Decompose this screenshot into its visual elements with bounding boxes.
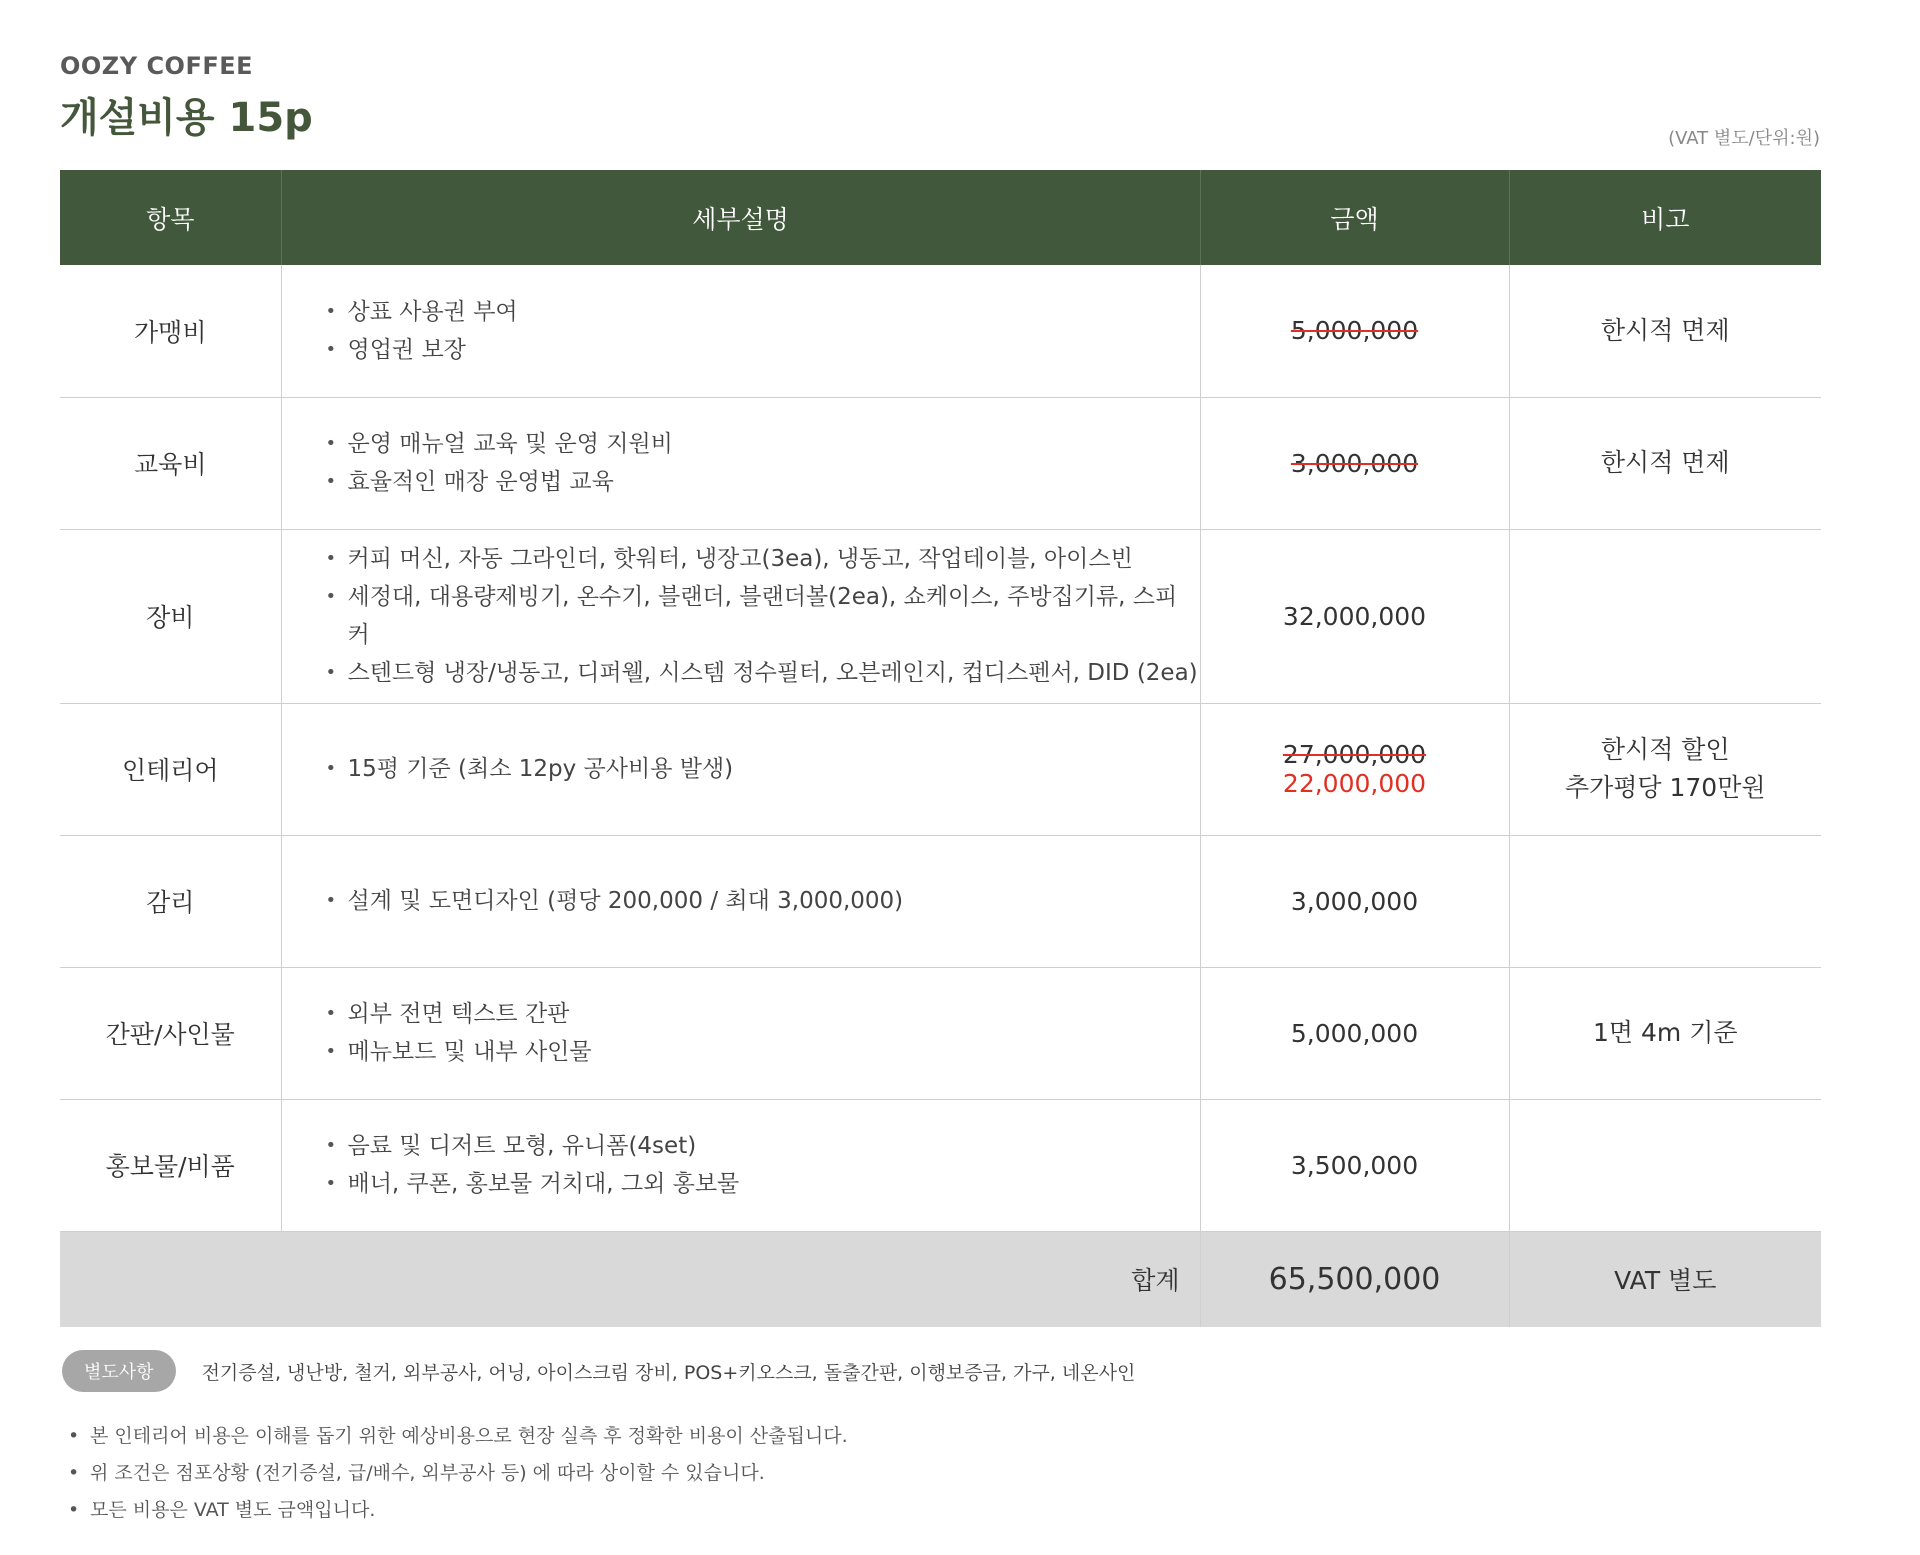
row-item-name: 교육비 [60,397,281,529]
details-list [326,540,1199,692]
total-label: 합계 [60,1231,1200,1327]
column-header-item: 항목 [60,170,281,265]
note-line: 추가평당 170만원 [1564,773,1766,802]
detail-item: • 외부 전면 텍스트 간판 [326,995,1199,1033]
details-list [326,882,1199,920]
amount-value: 32,000,000 [1282,601,1427,631]
row-item-name: 가맹비 [60,265,281,397]
detail-item: • 상표 사용권 부여 [326,293,1199,331]
table-row [60,967,1821,1099]
row-note [1509,529,1821,703]
total-amount: 65,500,000 [1200,1231,1509,1327]
extras-badge: 별도사항 [62,1350,176,1392]
table-row [60,265,1821,397]
column-header-details: 세부설명 [281,170,1200,265]
detail-item: • 영업권 보장 [326,331,1199,369]
row-details [281,1099,1200,1231]
detail-item: • 메뉴보드 및 내부 사인물 [326,1033,1199,1071]
total-row [60,1231,1821,1327]
row-details [281,835,1200,967]
row-amount [1200,835,1509,967]
row-note [1509,835,1821,967]
row-item-name: 홍보물/비품 [60,1099,281,1231]
table-row [60,835,1821,967]
row-item-name: 장비 [60,529,281,703]
row-details [281,703,1200,835]
row-note [1509,1099,1821,1231]
detail-item: • 스텐드형 냉장/냉동고, 디퍼웰, 시스템 정수필터, 오븐레인지, 컵디스펜서, DID (2ea) [326,654,1199,692]
extras-section [62,1350,1135,1392]
amount-value: 3,500,000 [1290,1150,1419,1180]
detail-item: • 음료 및 디저트 모형, 유니폼(4set) [326,1127,1199,1165]
row-item-name: 감리 [60,835,281,967]
table-body [60,265,1821,1231]
detail-item: • 세정대, 대용량제빙기, 온수기, 블랜더, 블랜더볼(2ea), 쇼케이스, 주방집기류, 스피커 [326,578,1199,654]
row-note [1509,265,1821,397]
footnote-item: • 모든 비용은 VAT 별도 금액입니다. [68,1492,848,1529]
original-amount-struck: 27,000,000 [1282,740,1427,769]
details-list [326,750,1199,788]
table-header-row [60,170,1821,265]
footnotes [68,1418,848,1529]
row-note [1509,397,1821,529]
row-details [281,397,1200,529]
row-amount [1200,967,1509,1099]
row-details [281,967,1200,1099]
note-line: 한시적 면제 [1600,448,1730,477]
row-amount [1200,703,1509,835]
total-note: VAT 별도 [1509,1231,1821,1327]
extras-text: 전기증설, 냉난방, 철거, 외부공사, 어닝, 아이스크림 장비, POS+키오스크, 돌출간판, 이행보증금, 가구, 네온사인 [201,1361,1136,1384]
table-row [60,1099,1821,1231]
table-row [60,703,1821,835]
original-amount-struck: 5,000,000 [1290,316,1419,346]
row-note [1509,703,1821,835]
details-list [326,293,1199,369]
footnote-item: • 위 조건은 점포상황 (전기증설, 급/배수, 외부공사 등) 에 따라 상이할 수 있습니다. [68,1455,848,1492]
row-details [281,265,1200,397]
brand-name: OOZY COFFEE [60,52,254,80]
details-list [326,425,1199,501]
discounted-amount: 22,000,000 [1282,769,1427,798]
detail-item: • 배너, 쿠폰, 홍보물 거치대, 그외 홍보물 [326,1165,1199,1203]
row-amount [1200,397,1509,529]
row-item-name: 인테리어 [60,703,281,835]
table-row [60,529,1821,703]
table-row [60,397,1821,529]
note-line: 1면 4m 기준 [1592,1018,1738,1047]
page-header [60,52,1820,149]
detail-item: • 15평 기준 (최소 12py 공사비용 발생) [326,750,1199,788]
note-line: 한시적 할인 [1600,735,1730,764]
row-details [281,529,1200,703]
row-amount [1200,529,1509,703]
cost-table [60,170,1821,1327]
note-line: 한시적 면제 [1600,315,1730,345]
unit-note: (VAT 별도/단위:원) [1668,128,1820,149]
detail-item: • 설계 및 도면디자인 (평당 200,000 / 최대 3,000,000) [326,882,1199,920]
detail-item: • 커피 머신, 자동 그라인더, 핫워터, 냉장고(3ea), 냉동고, 작업테이블, 아이스빈 [326,540,1199,578]
details-list [326,995,1199,1071]
row-note [1509,967,1821,1099]
column-header-note: 비고 [1509,170,1821,265]
detail-item: • 효율적인 매장 운영법 교육 [326,463,1199,501]
details-list [326,1127,1199,1203]
original-amount-struck: 3,000,000 [1290,448,1419,478]
row-amount [1200,265,1509,397]
footnote-item: • 본 인테리어 비용은 이해를 돕기 위한 예상비용으로 현장 실측 후 정확한 비용이 산출됩니다. [68,1418,848,1455]
detail-item: • 운영 매뉴얼 교육 및 운영 지원비 [326,425,1199,463]
row-amount [1200,1099,1509,1231]
row-item-name: 간판/사인물 [60,967,281,1099]
column-header-amount: 금액 [1200,170,1509,265]
amount-value: 5,000,000 [1290,1018,1419,1048]
amount-value: 3,000,000 [1290,886,1419,916]
page-title: 개설비용 15p [60,95,313,141]
